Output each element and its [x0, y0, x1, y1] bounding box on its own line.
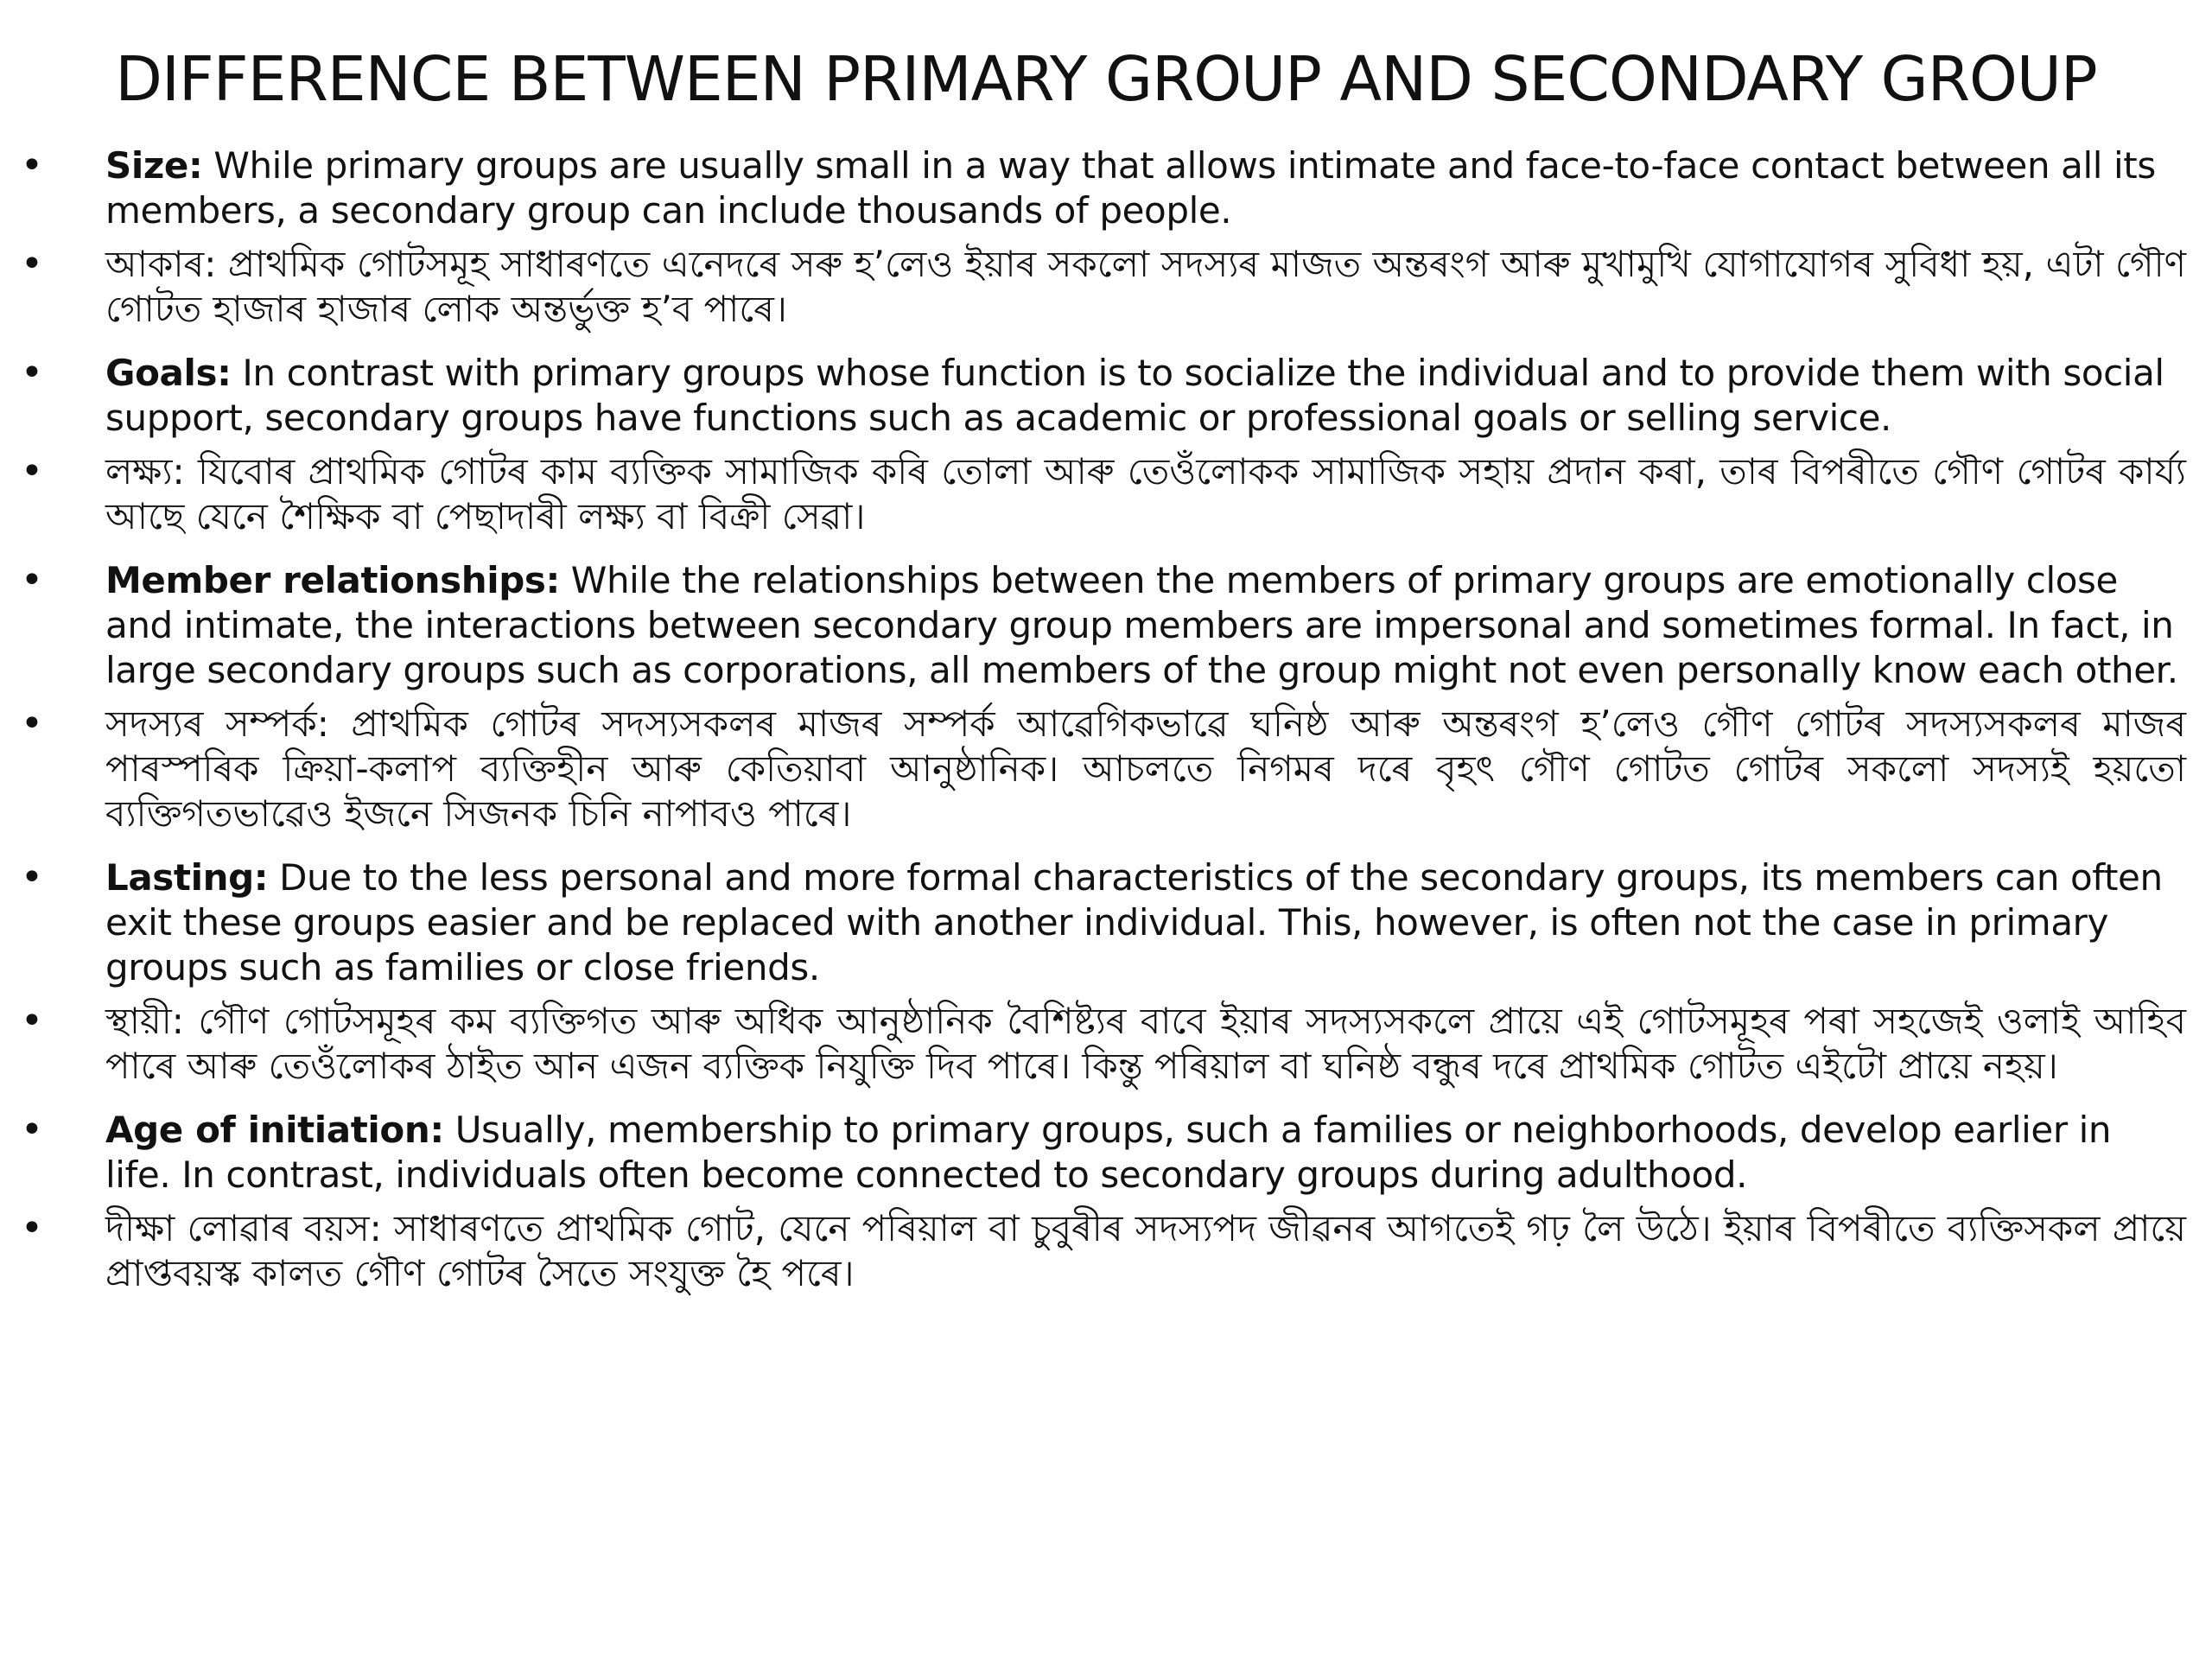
bullet-term: Size: — [105, 144, 203, 187]
bullet-item-goals — [0, 351, 2212, 441]
bullet-term: Goals: — [105, 352, 232, 394]
bullet-text: While the relationships between the members of primary groups are emotionally close and intimate, the interactions between secondary group members are impersonal and sometimes formal. In fact, in large secondary groups such as corporations, all members of the group might not even personally know each other. — [105, 559, 2178, 691]
bullet-icon: • — [21, 558, 43, 602]
bullet-translation-text: সদস্যৰ সম্পৰ্ক: প্ৰাথমিক গোটৰ সদস্যসকলৰ মাজৰ সম্পৰ্ক আৱেগিকভাৱে ঘনিষ্ঠ আৰু অন্তৰংগ হ’লেও গৌণ গোটৰ সদস্যসকলৰ মাজৰ পাৰস্পৰিক ক্ৰিয়া-কলাপ ব্যক্তিহীন আৰু কেতিয়াবা আনুষ্ঠানিক। আচলতে নিগমৰ দৰে বৃহৎ গৌণ গোটত গোটৰ সকলো সদস্যই হয়তো ব্যক্তিগতভাৱেও ইজনে সিজনক চিনি নাপাবও পাৰে। — [105, 702, 2186, 835]
page-title: DIFFERENCE BETWEEN PRIMARY GROUP AND SECONDARY GROUP — [115, 43, 2097, 115]
bullet-item-size — [0, 143, 2212, 233]
bullet-item-age-of-initiation-translation — [0, 1206, 2212, 1296]
bullet-list — [0, 143, 2212, 1315]
bullet-icon: • — [21, 1108, 43, 1152]
bullet-text: Due to the less personal and more formal characteristics of the secondary groups, its members can often exit these groups easier and be replaced with another individual. This, however, is often not the case in primary groups such as families or close friends. — [105, 856, 2163, 988]
bullet-item-goals-translation — [0, 449, 2212, 539]
bullet-item-size-translation — [0, 242, 2212, 332]
bullet-icon: • — [21, 143, 43, 188]
bullet-term: Age of initiation: — [105, 1109, 444, 1151]
bullet-icon: • — [21, 999, 43, 1043]
bullet-text: In contrast with primary groups whose function is to socialize the individual and to provide them with social support, secondary groups have functions such as academic or professional goals or selling service. — [105, 352, 2164, 439]
bullet-item-age-of-initiation — [0, 1108, 2212, 1198]
bullet-item-lasting-translation — [0, 999, 2212, 1089]
bullet-item-member-relationships — [0, 558, 2212, 693]
bullet-text: Usually, membership to primary groups, such a families or neighborhoods, develop earlier in life. In contrast, individuals often become connected to secondary groups during adulthood. — [105, 1109, 2112, 1196]
bullet-translation-text: আকাৰ: প্ৰাথমিক গোটসমূহ সাধাৰণতে এনেদৰে সৰু হ’লেও ইয়াৰ সকলো সদস্যৰ মাজত অন্তৰংগ আৰু মুখামুখি যোগাযোগৰ সুবিধা হয়, এটা গৌণ গোটত হাজাৰ হাজাৰ লোক অন্তৰ্ভুক্ত হ’ব পাৰে। — [105, 243, 2186, 330]
bullet-text: While primary groups are usually small in a way that allows intimate and face-to-face contact between all its members, a secondary group can include thousands of people. — [105, 144, 2156, 232]
bullet-icon: • — [21, 242, 43, 286]
bullet-item-lasting — [0, 855, 2212, 990]
bullet-icon: • — [21, 449, 43, 493]
bullet-icon: • — [21, 351, 43, 395]
bullet-translation-text: দীক্ষা লোৱাৰ বয়স: সাধাৰণতে প্ৰাথমিক গোট, যেনে পৰিয়াল বা চুবুৰীৰ সদস্যপদ জীৱনৰ আগতেই গঢ় লৈ উঠে। ইয়াৰ বিপৰীতে ব্যক্তিসকল প্ৰায়ে প্ৰাপ্তবয়স্ক কালত গৌণ গোটৰ সৈতে সংযুক্ত হৈ পৰে। — [105, 1207, 2186, 1294]
bullet-term: Lasting: — [105, 856, 269, 899]
bullet-icon: • — [21, 702, 43, 746]
bullet-term: Member relationships: — [105, 559, 560, 601]
bullet-translation-text: স্থায়ী: গৌণ গোটসমূহৰ কম ব্যক্তিগত আৰু অধিক আনুষ্ঠানিক বৈশিষ্ট্যৰ বাবে ইয়াৰ সদস্যসকলে প্ৰায়ে এই গোটসমূহৰ পৰা সহজেই ওলাই আহিব পাৰে আৰু তেওঁলোকৰ ঠাইত আন এজন ব্যক্তিক নিযুক্তি দিব পাৰে। কিন্তু পৰিয়াল বা ঘনিষ্ঠ বন্ধুৰ দৰে প্ৰাথমিক গোটত এইটো প্ৰায়ে নহয়। — [105, 1000, 2186, 1087]
bullet-item-member-relationships-translation — [0, 702, 2212, 836]
bullet-translation-text: লক্ষ্য: যিবোৰ প্ৰাথমিক গোটৰ কাম ব্যক্তিক সামাজিক কৰি তোলা আৰু তেওঁলোকক সামাজিক সহায় প্ৰদান কৰা, তাৰ বিপৰীতে গৌণ গোটৰ কাৰ্য্য আছে যেনে শৈক্ষিক বা পেছাদাৰী লক্ষ্য বা বিক্ৰী সেৱা। — [105, 450, 2186, 537]
bullet-icon: • — [21, 1206, 43, 1250]
bullet-icon: • — [21, 855, 43, 899]
